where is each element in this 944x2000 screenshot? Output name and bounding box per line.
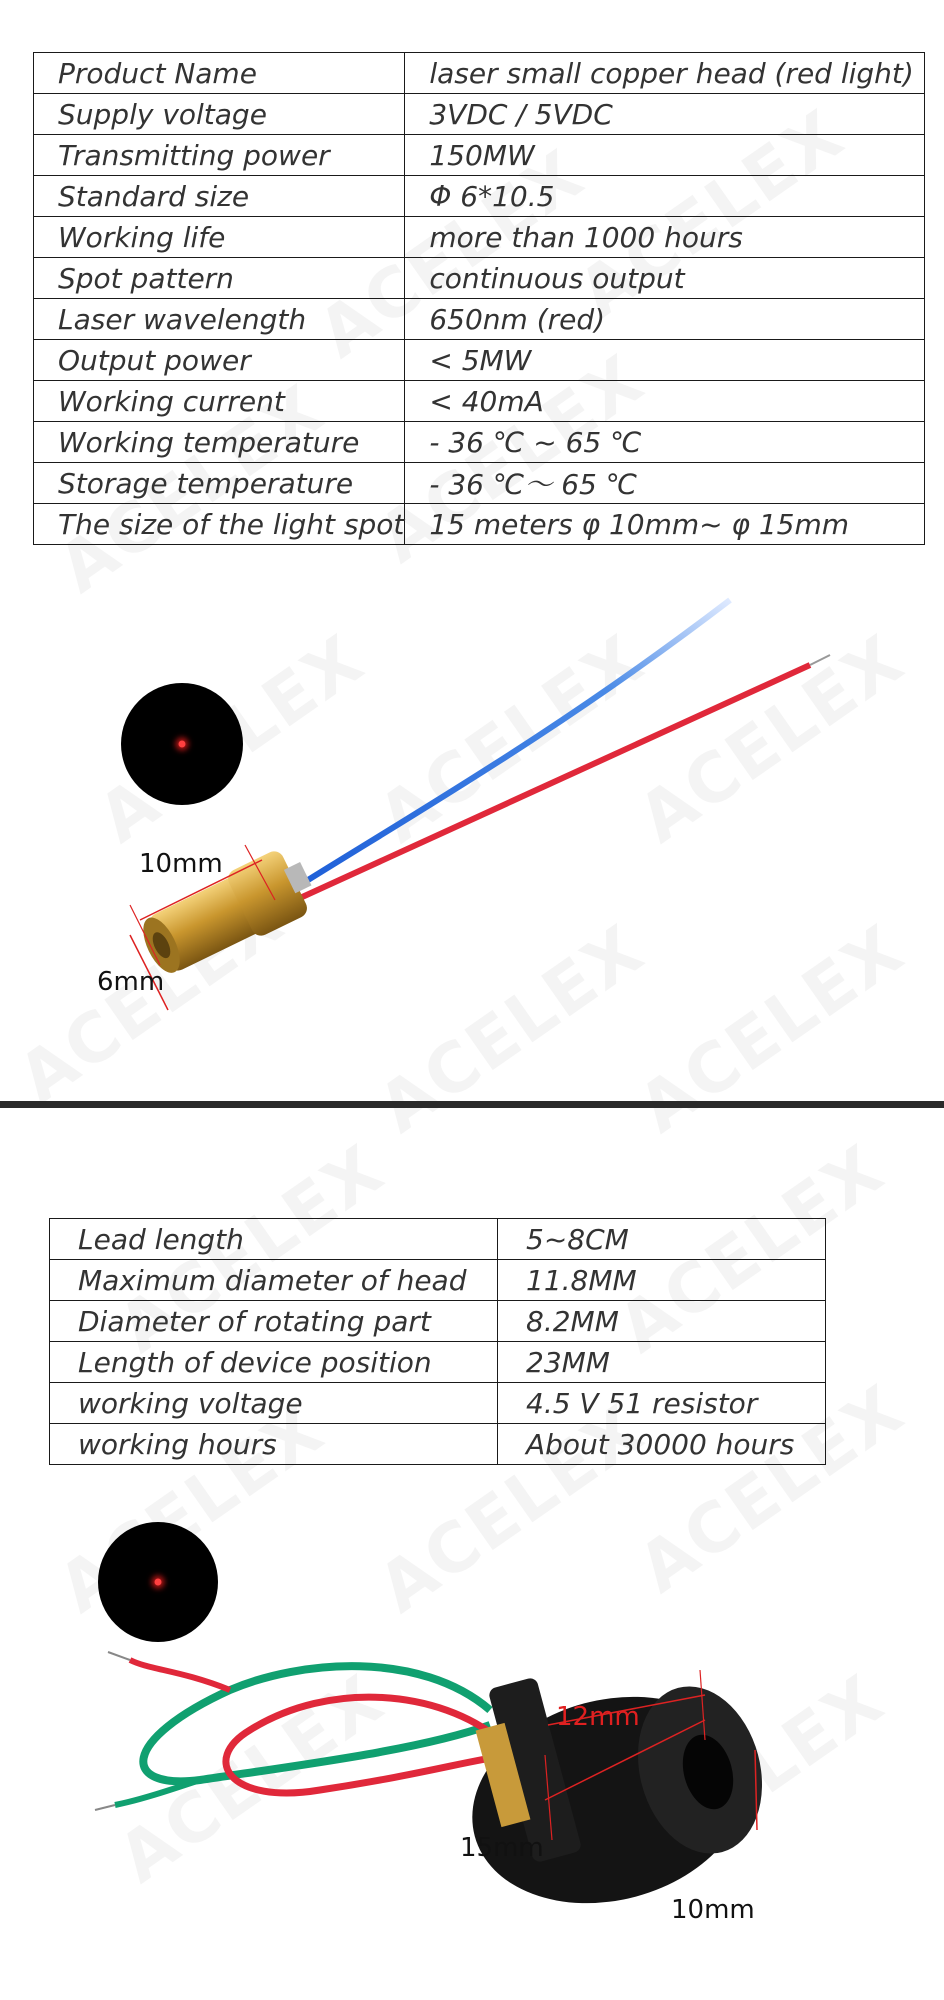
laser-spot-preview: [98, 1522, 218, 1642]
spec-value: more than 1000 hours: [405, 217, 925, 258]
spec-key: Spot pattern: [34, 258, 405, 299]
spec-key: Standard size: [34, 176, 405, 217]
spec-table-copper-head: [33, 52, 925, 545]
spec-value: 3VDC / 5VDC: [405, 94, 925, 135]
spec-key: Working temperature: [34, 422, 405, 463]
spec-row: [50, 1383, 826, 1424]
length-dimension-label: 10mm: [139, 849, 223, 879]
spec-value: Φ 6*10.5: [405, 176, 925, 217]
spec-key: working voltage: [50, 1383, 498, 1424]
spec-value: 23MM: [498, 1342, 826, 1383]
red-dot: [155, 1579, 162, 1586]
section-divider: [0, 1101, 944, 1108]
blue-wire: [300, 600, 730, 885]
spec-key: Supply voltage: [34, 94, 405, 135]
spec-value: 5~8CM: [498, 1219, 826, 1260]
spec-key: Product Name: [34, 53, 405, 94]
spec-key: Storage temperature: [34, 463, 405, 504]
spec-value: < 40mA: [405, 381, 925, 422]
spec-value: 8.2MM: [498, 1301, 826, 1342]
spec-key: Transmitting power: [34, 135, 405, 176]
spec-value: 650nm (red): [405, 299, 925, 340]
spec-key: working hours: [50, 1424, 498, 1465]
spec-row: [50, 1301, 826, 1342]
spec-row: [50, 1219, 826, 1260]
spec-key: Output power: [34, 340, 405, 381]
spec-key: Working current: [34, 381, 405, 422]
spec-value: 4.5 V 51 resistor: [498, 1383, 826, 1424]
head-diameter-label: 12mm: [556, 1702, 640, 1732]
spec-value: 150MW: [405, 135, 925, 176]
spec-value: 15 meters φ 10mm~ φ 15mm: [405, 504, 925, 545]
spec-key: Working life: [34, 217, 405, 258]
spec-value: About 30000 hours: [498, 1424, 826, 1465]
green-wire: [143, 1666, 490, 1781]
spec-key: Lead length: [50, 1219, 498, 1260]
body-length-label: 15mm: [460, 1833, 544, 1863]
spec-row: [34, 463, 925, 504]
spec-row: [34, 504, 925, 545]
spec-value: continuous output: [405, 258, 925, 299]
spec-value: - 36 ℃ ~ 65 ℃: [405, 422, 925, 463]
spec-row: [34, 299, 925, 340]
spec-row: [34, 176, 925, 217]
spec-value: - 36 ℃～ 65 ℃: [405, 463, 925, 504]
spec-row: [50, 1342, 826, 1383]
spec-table-laser-head: [49, 1218, 826, 1465]
spec-row: [50, 1424, 826, 1465]
red-wire: [300, 665, 810, 898]
spec-row: [34, 135, 925, 176]
spec-row: [50, 1260, 826, 1301]
black-laser-head-image: [0, 1630, 944, 1990]
spec-value: < 5MW: [405, 340, 925, 381]
rear-diameter-label: 10mm: [671, 1895, 755, 1925]
spec-value: 11.8MM: [498, 1260, 826, 1301]
spec-row: [34, 381, 925, 422]
spec-key: The size of the light spot: [34, 504, 405, 545]
red-wire: [226, 1697, 510, 1793]
diameter-dimension-label: 6mm: [97, 967, 165, 997]
spec-row: [34, 94, 925, 135]
spec-key: Length of device position: [50, 1342, 498, 1383]
spec-row: [34, 258, 925, 299]
spec-row: [34, 53, 925, 94]
spec-key: Maximum diameter of head: [50, 1260, 498, 1301]
spec-row: [34, 217, 925, 258]
spec-row: [34, 422, 925, 463]
spec-value: laser small copper head (red light): [405, 53, 925, 94]
spec-row: [34, 340, 925, 381]
spec-key: Laser wavelength: [34, 299, 405, 340]
spec-key: Diameter of rotating part: [50, 1301, 498, 1342]
